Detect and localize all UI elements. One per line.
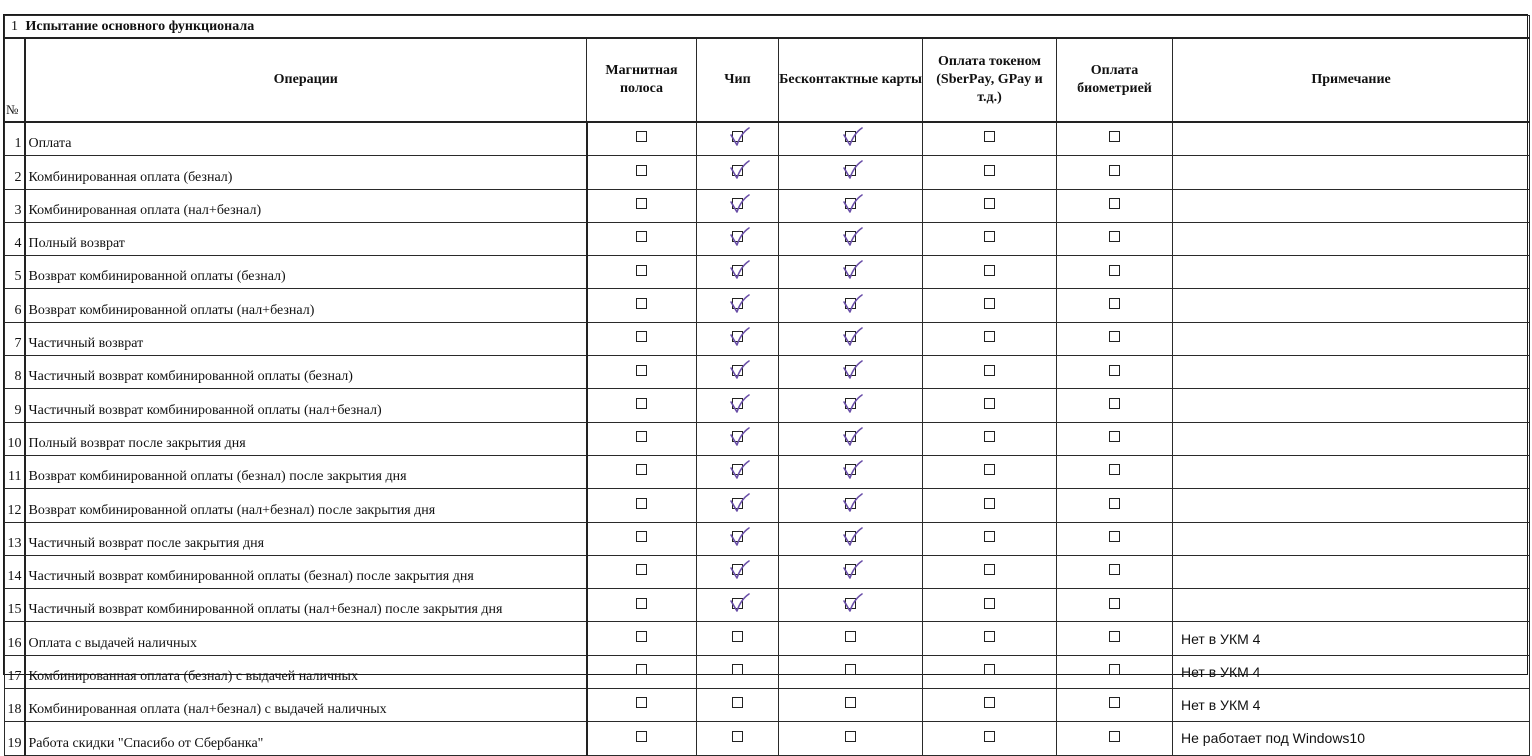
cell-magnetic [587,356,697,389]
row-note [1173,256,1530,289]
checkbox-token[interactable] [984,231,995,242]
cell-token [923,356,1057,389]
checkbox-magnetic[interactable] [636,331,647,342]
checkbox-token[interactable] [984,531,995,542]
checkbox-chip[interactable] [732,464,743,475]
checkbox-token[interactable] [984,131,995,142]
checkbox-biometric[interactable] [1109,298,1120,309]
header-operations: Операции [25,38,587,122]
cell-contactless [779,422,923,455]
checkbox-chip[interactable] [732,131,743,142]
cell-magnetic [587,122,697,156]
cell-contactless [779,489,923,522]
operation-name: Частичный возврат комбинированной оплаты (нал+безнал) после закрытия дня [25,589,587,622]
table-row [5,256,1530,289]
checkbox-magnetic[interactable] [636,265,647,276]
checkbox-contactless[interactable] [845,331,856,342]
checkbox-biometric[interactable] [1109,664,1120,675]
operation-name: Комбинированная оплата (нал+безнал) с выдачей наличных [25,689,587,722]
cell-magnetic [587,156,697,189]
checkbox-token[interactable] [984,365,995,376]
checkbox-contactless[interactable] [845,165,856,176]
cell-biometric [1057,289,1173,322]
row-note [1173,389,1530,422]
checkbox-biometric[interactable] [1109,598,1120,609]
table-row [5,489,1530,522]
row-note [1173,555,1530,588]
cell-magnetic [587,189,697,222]
cell-biometric [1057,622,1173,655]
cell-token [923,389,1057,422]
cell-contactless [779,356,923,389]
row-note: Нет в УКМ 4 [1173,689,1530,722]
functional-test-table [4,15,1530,756]
test-sheet [3,14,1528,751]
row-number: 2 [5,156,25,189]
operation-name: Возврат комбинированной оплаты (нал+безнал) [25,289,587,322]
row-number: 18 [5,689,25,722]
checkbox-contactless[interactable] [845,265,856,276]
table-row [5,589,1530,622]
cell-biometric [1057,189,1173,222]
cell-biometric [1057,589,1173,622]
cell-contactless [779,156,923,189]
operation-name: Оплата с выдачей наличных [25,622,587,655]
checkbox-biometric[interactable] [1109,731,1120,742]
checkbox-contactless[interactable] [845,631,856,642]
row-number: 13 [5,522,25,555]
row-note [1173,589,1530,622]
header-magnetic-stripe: Магнитная полоса [587,38,697,122]
cell-contactless [779,722,923,755]
checkbox-biometric[interactable] [1109,464,1120,475]
checkbox-magnetic[interactable] [636,231,647,242]
row-note [1173,156,1530,189]
checkbox-biometric[interactable] [1109,365,1120,376]
checkbox-token[interactable] [984,664,995,675]
checkbox-chip[interactable] [732,231,743,242]
checkbox-chip[interactable] [732,198,743,209]
row-note: Не работает под Windows10 [1173,722,1530,755]
cell-chip [697,689,779,722]
table-row [5,289,1530,322]
cell-chip [697,156,779,189]
cell-magnetic [587,489,697,522]
checkbox-magnetic[interactable] [636,664,647,675]
checkbox-magnetic[interactable] [636,731,647,742]
checkbox-magnetic[interactable] [636,498,647,509]
row-number: 17 [5,655,25,688]
operations-table-body [5,122,1530,755]
checkbox-chip[interactable] [732,398,743,409]
operation-name: Комбинированная оплата (безнал) с выдачей наличных [25,655,587,688]
checkbox-token[interactable] [984,298,995,309]
table-row [5,356,1530,389]
cell-contactless [779,189,923,222]
header-note: Примечание [1173,38,1530,122]
checkbox-chip[interactable] [732,298,743,309]
row-note [1173,455,1530,488]
cell-biometric [1057,455,1173,488]
cell-magnetic [587,522,697,555]
checkbox-biometric[interactable] [1109,564,1120,575]
checkbox-token[interactable] [984,697,995,708]
checkbox-contactless[interactable] [845,531,856,542]
table-row [5,622,1530,655]
checkbox-chip[interactable] [732,631,743,642]
section-title-cell [5,16,1530,39]
cell-chip [697,322,779,355]
cell-chip [697,622,779,655]
checkbox-magnetic[interactable] [636,165,647,176]
operation-name: Работа скидки "Спасибо от Сбербанка" [25,722,587,755]
cell-token [923,122,1057,156]
cell-chip [697,422,779,455]
cell-chip [697,222,779,255]
cell-contactless [779,256,923,289]
cell-contactless [779,389,923,422]
cell-magnetic [587,589,697,622]
checkbox-contactless[interactable] [845,431,856,442]
row-note [1173,322,1530,355]
table-row [5,389,1530,422]
table-row [5,122,1530,156]
cell-contactless [779,555,923,588]
checkbox-biometric[interactable] [1109,697,1120,708]
row-note [1173,489,1530,522]
checkbox-biometric[interactable] [1109,498,1120,509]
table-row [5,156,1530,189]
checkbox-chip[interactable] [732,165,743,176]
checkbox-biometric[interactable] [1109,231,1120,242]
cell-contactless [779,289,923,322]
checkbox-token[interactable] [984,198,995,209]
row-number: 19 [5,722,25,755]
checkbox-chip[interactable] [732,498,743,509]
checkbox-contactless[interactable] [845,598,856,609]
row-note [1173,189,1530,222]
checkbox-magnetic[interactable] [636,564,647,575]
cell-magnetic [587,555,697,588]
cell-token [923,722,1057,755]
cell-token [923,655,1057,688]
checkbox-magnetic[interactable] [636,198,647,209]
checkbox-token[interactable] [984,265,995,276]
cell-biometric [1057,322,1173,355]
checkbox-token[interactable] [984,431,995,442]
checkbox-biometric[interactable] [1109,531,1120,542]
row-note [1173,356,1530,389]
checkbox-chip[interactable] [732,331,743,342]
row-note [1173,422,1530,455]
checkbox-token[interactable] [984,631,995,642]
cell-contactless [779,522,923,555]
row-number: 4 [5,222,25,255]
header-token-payment: Оплата токеном (SberPay, GPay и т.д.) [923,38,1057,122]
section-number: 1 [11,18,18,34]
checkbox-biometric[interactable] [1109,165,1120,176]
checkbox-chip[interactable] [732,531,743,542]
cell-contactless [779,322,923,355]
checkbox-biometric[interactable] [1109,331,1120,342]
table-row [5,322,1530,355]
checkbox-contactless[interactable] [845,697,856,708]
checkbox-chip[interactable] [732,697,743,708]
operation-name: Частичный возврат после закрытия дня [25,522,587,555]
cell-biometric [1057,222,1173,255]
checkbox-contactless[interactable] [845,498,856,509]
cell-magnetic [587,389,697,422]
checkbox-contactless[interactable] [845,731,856,742]
table-row [5,655,1530,688]
checkbox-biometric[interactable] [1109,398,1120,409]
checkbox-magnetic[interactable] [636,398,647,409]
checkbox-magnetic[interactable] [636,631,647,642]
cell-biometric [1057,655,1173,688]
cell-magnetic [587,655,697,688]
cell-magnetic [587,422,697,455]
operation-name: Полный возврат [25,222,587,255]
cell-magnetic [587,689,697,722]
row-note [1173,289,1530,322]
cell-token [923,689,1057,722]
cell-biometric [1057,156,1173,189]
checkbox-chip[interactable] [732,431,743,442]
checkbox-token[interactable] [984,464,995,475]
row-number: 10 [5,422,25,455]
checkbox-magnetic[interactable] [636,431,647,442]
row-number: 15 [5,589,25,622]
checkbox-chip[interactable] [732,664,743,675]
cell-token [923,489,1057,522]
checkbox-biometric[interactable] [1109,431,1120,442]
cell-biometric [1057,389,1173,422]
cell-token [923,622,1057,655]
cell-chip [697,256,779,289]
cell-biometric [1057,356,1173,389]
cell-chip [697,555,779,588]
row-number: 16 [5,622,25,655]
cell-contactless [779,122,923,156]
row-note: Нет в УКМ 4 [1173,622,1530,655]
checkbox-magnetic[interactable] [636,697,647,708]
cell-chip [697,655,779,688]
checkbox-magnetic[interactable] [636,598,647,609]
cell-magnetic [587,722,697,755]
cell-biometric [1057,522,1173,555]
operation-name: Возврат комбинированной оплаты (безнал) после закрытия дня [25,455,587,488]
cell-chip [697,722,779,755]
cell-magnetic [587,622,697,655]
cell-biometric [1057,555,1173,588]
cell-biometric [1057,122,1173,156]
cell-contactless [779,589,923,622]
cell-biometric [1057,256,1173,289]
checkbox-contactless[interactable] [845,464,856,475]
operation-name: Частичный возврат комбинированной оплаты (безнал) [25,356,587,389]
checkbox-token[interactable] [984,331,995,342]
operation-name: Частичный возврат комбинированной оплаты (безнал) после закрытия дня [25,555,587,588]
header-number: № [5,38,25,122]
row-note [1173,222,1530,255]
operation-name: Возврат комбинированной оплаты (нал+безнал) после закрытия дня [25,489,587,522]
operation-name: Полный возврат после закрытия дня [25,422,587,455]
row-number: 14 [5,555,25,588]
operation-name: Частичный возврат [25,322,587,355]
checkbox-contactless[interactable] [845,131,856,142]
table-row [5,422,1530,455]
checkbox-token[interactable] [984,498,995,509]
row-note [1173,122,1530,156]
cell-magnetic [587,455,697,488]
cell-biometric [1057,722,1173,755]
row-number: 6 [5,289,25,322]
cell-chip [697,289,779,322]
checkbox-biometric[interactable] [1109,265,1120,276]
checkbox-chip[interactable] [732,564,743,575]
cell-chip [697,589,779,622]
table-row [5,722,1530,755]
checkbox-chip[interactable] [732,598,743,609]
cell-chip [697,455,779,488]
table-row [5,555,1530,588]
cell-contactless [779,689,923,722]
checkbox-token[interactable] [984,165,995,176]
row-number: 9 [5,389,25,422]
checkbox-biometric[interactable] [1109,131,1120,142]
section-header-row [5,16,1530,39]
checkbox-magnetic[interactable] [636,365,647,376]
cell-token [923,156,1057,189]
checkbox-token[interactable] [984,398,995,409]
row-note [1173,522,1530,555]
cell-chip [697,489,779,522]
row-number: 1 [5,122,25,156]
operation-name: Комбинированная оплата (безнал) [25,156,587,189]
checkbox-token[interactable] [984,731,995,742]
row-number: 8 [5,356,25,389]
cell-token [923,522,1057,555]
cell-token [923,222,1057,255]
table-row [5,189,1530,222]
cell-contactless [779,222,923,255]
cell-token [923,555,1057,588]
cell-token [923,256,1057,289]
checkbox-contactless[interactable] [845,398,856,409]
cell-contactless [779,622,923,655]
checkbox-biometric[interactable] [1109,198,1120,209]
cell-biometric [1057,689,1173,722]
cell-biometric [1057,422,1173,455]
cell-token [923,322,1057,355]
cell-token [923,289,1057,322]
checkbox-magnetic[interactable] [636,131,647,142]
checkbox-chip[interactable] [732,731,743,742]
table-row [5,522,1530,555]
cell-magnetic [587,256,697,289]
cell-chip [697,189,779,222]
section-title: Испытание основного функционала [25,18,255,34]
checkbox-contactless[interactable] [845,231,856,242]
checkbox-token[interactable] [984,598,995,609]
row-number: 5 [5,256,25,289]
checkbox-contactless[interactable] [845,198,856,209]
header-contactless: Бесконтактные карты [779,38,923,122]
row-note: Нет в УКМ 4 [1173,655,1530,688]
checkbox-chip[interactable] [732,365,743,376]
checkbox-token[interactable] [984,564,995,575]
cell-contactless [779,455,923,488]
checkbox-magnetic[interactable] [636,298,647,309]
checkbox-contactless[interactable] [845,564,856,575]
operation-name: Возврат комбинированной оплаты (безнал) [25,256,587,289]
cell-magnetic [587,322,697,355]
checkbox-contactless[interactable] [845,664,856,675]
row-number: 7 [5,322,25,355]
header-chip: Чип [697,38,779,122]
cell-token [923,189,1057,222]
row-number: 12 [5,489,25,522]
row-number: 3 [5,189,25,222]
checkbox-contactless[interactable] [845,298,856,309]
cell-chip [697,122,779,156]
header-biometric-payment: Оплата биометрией [1057,38,1173,122]
operation-name: Комбинированная оплата (нал+безнал) [25,189,587,222]
row-number: 11 [5,455,25,488]
operation-name: Оплата [25,122,587,156]
table-row [5,455,1530,488]
cell-token [923,589,1057,622]
column-header-row [5,38,1530,122]
table-row [5,222,1530,255]
checkbox-biometric[interactable] [1109,631,1120,642]
cell-chip [697,356,779,389]
cell-chip [697,522,779,555]
checkbox-magnetic[interactable] [636,531,647,542]
table-row [5,689,1530,722]
cell-magnetic [587,222,697,255]
checkbox-chip[interactable] [732,265,743,276]
checkbox-contactless[interactable] [845,365,856,376]
cell-magnetic [587,289,697,322]
cell-biometric [1057,489,1173,522]
cell-chip [697,389,779,422]
checkbox-magnetic[interactable] [636,464,647,475]
cell-token [923,422,1057,455]
operation-name: Частичный возврат комбинированной оплаты (нал+безнал) [25,389,587,422]
cell-contactless [779,655,923,688]
cell-token [923,455,1057,488]
